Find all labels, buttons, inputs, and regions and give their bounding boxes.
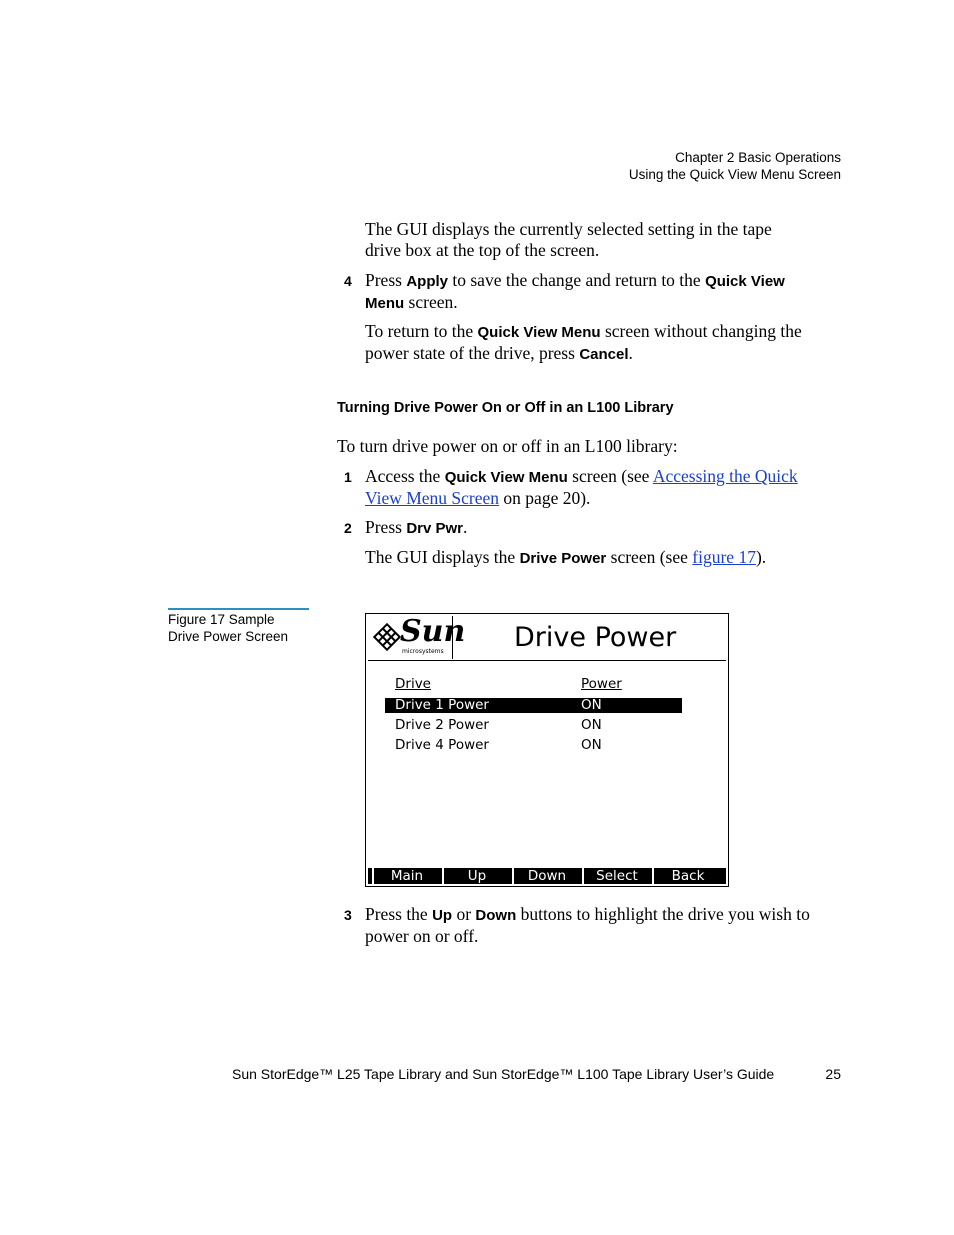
step-1-text: Access the <box>365 466 445 486</box>
step-2-text: . <box>463 517 468 537</box>
running-header <box>629 149 841 183</box>
step-1-text: on page 20). <box>499 488 591 508</box>
section-heading: Turning Drive Power On or Off in an L100 Library <box>337 400 674 416</box>
intro-line-2: drive box at the top of the screen. <box>365 240 600 260</box>
back-button[interactable]: Back <box>652 868 722 884</box>
caption-rule <box>168 608 309 610</box>
intro-line-1: The GUI displays the currently selected setting in the tape <box>365 219 772 239</box>
down-label: Down <box>475 907 517 924</box>
step-4 <box>365 270 845 314</box>
drive-row-power: ON <box>581 737 602 753</box>
drive-row-label[interactable]: Drive 1 Power <box>395 697 489 713</box>
quick-view-label: Quick View <box>705 273 785 290</box>
step-4-text: to save the change and return to the <box>448 270 706 290</box>
header-chapter: Chapter 2 Basic Operations <box>675 150 841 165</box>
caption-line-2: Drive Power Screen <box>168 629 289 644</box>
caption-line-1: Figure 17 Sample <box>168 612 275 627</box>
drive-power-label: Drive Power <box>519 550 607 567</box>
up-label: Up <box>432 907 453 924</box>
drive-row-power: ON <box>581 717 602 733</box>
step-2-result <box>365 547 766 569</box>
down-button[interactable]: Down <box>512 868 580 884</box>
drv-pwr-label: Drv Pwr <box>406 520 464 537</box>
step-1 <box>365 466 845 509</box>
return-text: screen without changing the <box>600 321 802 341</box>
column-header-drive: Drive <box>395 676 431 692</box>
menu-label: Menu <box>365 295 405 312</box>
sun-logo-text: Sun <box>400 614 466 649</box>
step-3-text: buttons to highlight the drive you wish to <box>516 904 810 924</box>
column-header-power: Power <box>581 676 622 692</box>
quick-view-menu-label: Quick View Menu <box>477 324 601 341</box>
return-text: power state of the drive, press <box>365 343 580 363</box>
select-button[interactable]: Select <box>582 868 650 884</box>
apply-label: Apply <box>406 273 448 290</box>
step-2 <box>365 517 467 539</box>
screen-title-rule <box>368 660 726 661</box>
step-number-4: 4 <box>344 273 352 289</box>
return-text: To return to the <box>365 321 478 341</box>
step-3-text: power on or off. <box>365 926 479 946</box>
step-3 <box>365 904 845 947</box>
cancel-label: Cancel <box>579 346 629 363</box>
step-number-3: 3 <box>344 907 352 923</box>
quick-view-menu-label: Quick View Menu <box>444 469 568 486</box>
header-section: Using the Quick View Menu Screen <box>628 167 841 182</box>
step-2-text: Press <box>365 517 407 537</box>
step-number-2: 2 <box>344 520 352 536</box>
sun-logo <box>368 614 466 659</box>
footer-title: Sun StorEdge™ L25 Tape Library and Sun StorEdge™ L100 Tape Library User’s Guide <box>232 1066 775 1082</box>
sun-logo-icon <box>372 622 402 652</box>
step-2-result-text: screen (see <box>606 547 693 567</box>
drive-row-label[interactable]: Drive 4 Power <box>395 737 489 753</box>
page-number: 25 <box>825 1066 841 1082</box>
step-2-result-text: ). <box>755 547 767 567</box>
return-text: . <box>628 343 633 363</box>
up-button[interactable]: Up <box>442 868 510 884</box>
softkey-bar <box>368 868 726 884</box>
step-3-text: Press the <box>365 904 433 924</box>
section-intro: To turn drive power on or off in an L100 library: <box>337 436 678 456</box>
step-number-1: 1 <box>344 469 352 485</box>
accessing-quick-view-link[interactable]: Accessing the Quick <box>652 466 798 486</box>
step-2-result-text: The GUI displays the <box>365 547 520 567</box>
step-4-text: Press <box>365 270 407 290</box>
drive-row-power: ON <box>581 697 602 713</box>
figure-17-link[interactable]: figure 17 <box>692 547 756 567</box>
step-3-text: or <box>452 904 476 924</box>
screen-title: Drive Power <box>514 622 677 653</box>
drive-row-label[interactable]: Drive 2 Power <box>395 717 489 733</box>
step-1-text: screen (see <box>567 466 653 486</box>
figure-caption <box>168 611 288 645</box>
view-menu-screen-link[interactable]: View Menu Screen <box>365 488 500 508</box>
drive-power-screen <box>365 613 729 887</box>
sun-logo-subtext: microsystems <box>402 648 444 655</box>
main-button[interactable]: Main <box>372 868 440 884</box>
step-4-text: screen. <box>404 292 458 312</box>
intro-paragraph <box>365 219 772 261</box>
return-paragraph <box>365 321 845 365</box>
